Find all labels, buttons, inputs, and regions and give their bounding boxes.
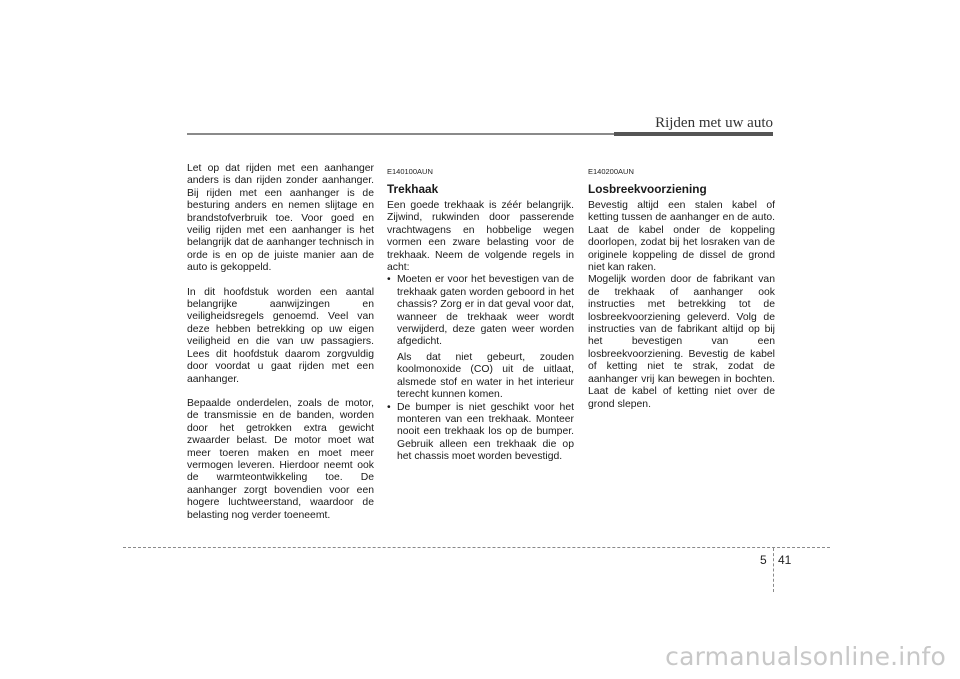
column-trekhaak <box>387 163 574 464</box>
column-losbreekvoorziening <box>588 163 775 423</box>
section-code: E140100AUN <box>387 167 433 176</box>
footer-rule <box>123 547 830 548</box>
paragraph: Mogelijk worden door de fabrikant van de trekhaak of aanhanger ook instructies met betrekking tot de losbreekvoorziening geleverd. Volg de instructies van de fabrikant altijd op bij het bevestigen van een losbreekvoorziening. Bevestig de kabel of ketting niet te strak, zodat de aanhanger vrij kan bewegen in bochten. Laat de kabel of ketting niet over de grond slepen. <box>588 274 775 410</box>
list-item <box>387 274 574 401</box>
bullet-text: • Moeten er voor het bevestigen van de trekhaak gaten worden geboord in het chassis? Zorg er in dat geval voor dat, wanneer de trekhaak weer wordt verwijderd, deze gaten weer worden afgedicht. <box>397 274 574 348</box>
section-code: E140200AUN <box>588 167 634 176</box>
bullet-text: • De bumper is niet geschikt voor het monteren van een trekhaak. Monteer nooit een trekhaak los op de bumper. Gebruik alleen een trekhaak die op het chassis moet worden bevestigd. <box>397 401 574 463</box>
bullet-subtext: Als dat niet gebeurt, zouden koolmonoxide (CO) uit de uitlaat, alsmede stof en water in het interieur terecht kunnen komen. <box>397 351 574 401</box>
paragraph: Bevestig altijd een stalen kabel of ketting tussen de aanhanger en de auto. Laat de kabel onder de koppeling doorlopen, zodat bij het losraken van de originele koppeling de dissel de grond niet kan raken. <box>588 200 775 274</box>
watermark: carmanualsonline.info <box>665 642 946 671</box>
footer-divider <box>773 548 774 592</box>
section-heading: Trekhaak <box>387 182 439 196</box>
paragraph: Een goede trekhaak is zéér belangrijk. Zijwind, rukwinden door passerende vrachtwagens en hobbelige wegen vormen een zware belasting voor de trekhaak. Neem de volgende regels in acht: <box>387 200 574 274</box>
paragraph: In dit hoofdstuk worden een aantal belangrijke aanwijzingen en veiligheidsregels genoemd. Veel van deze hebben betrekking op uw eigen veiligheid en die van uw passagiers. Lees dit hoofdstuk daarom zorgvuldig door voordat u gaat rijden met een aanhanger. <box>187 286 374 385</box>
page-number: 41 <box>778 553 792 567</box>
header-rule-accent <box>614 132 773 136</box>
column-intro <box>187 163 374 534</box>
paragraph: Let op dat rijden met een aanhanger anders is dan rijden zonder aanhanger. Bij rijden met een aanhanger is de besturing anders en nemen slijtage en brandstofverbruik toe. Voor goed en veilig rijden met een aanhanger is het belangrijk dat de aanhanger technisch in orde is en op de juiste manier aan de auto is gekoppeld. <box>187 163 374 274</box>
section-number: 5 <box>760 553 767 567</box>
paragraph: Bepaalde onderdelen, zoals de motor, de transmissie en de banden, worden door het getrokken extra gewicht zwaarder belast. De motor moet wat meer toeren maken en moet meer vermogen leveren. Hierdoor neemt ook de warmteontwikkeling toe. De aanhanger zorgt bovendien voor een hogere luchtweerstand, waardoor de belasting nog verder toeneemt. <box>187 397 374 521</box>
list-item <box>387 402 574 464</box>
chapter-title: Rijden met uw auto <box>655 115 773 131</box>
section-heading: Losbreekvoorziening <box>588 182 707 196</box>
bullet-list <box>387 274 574 463</box>
